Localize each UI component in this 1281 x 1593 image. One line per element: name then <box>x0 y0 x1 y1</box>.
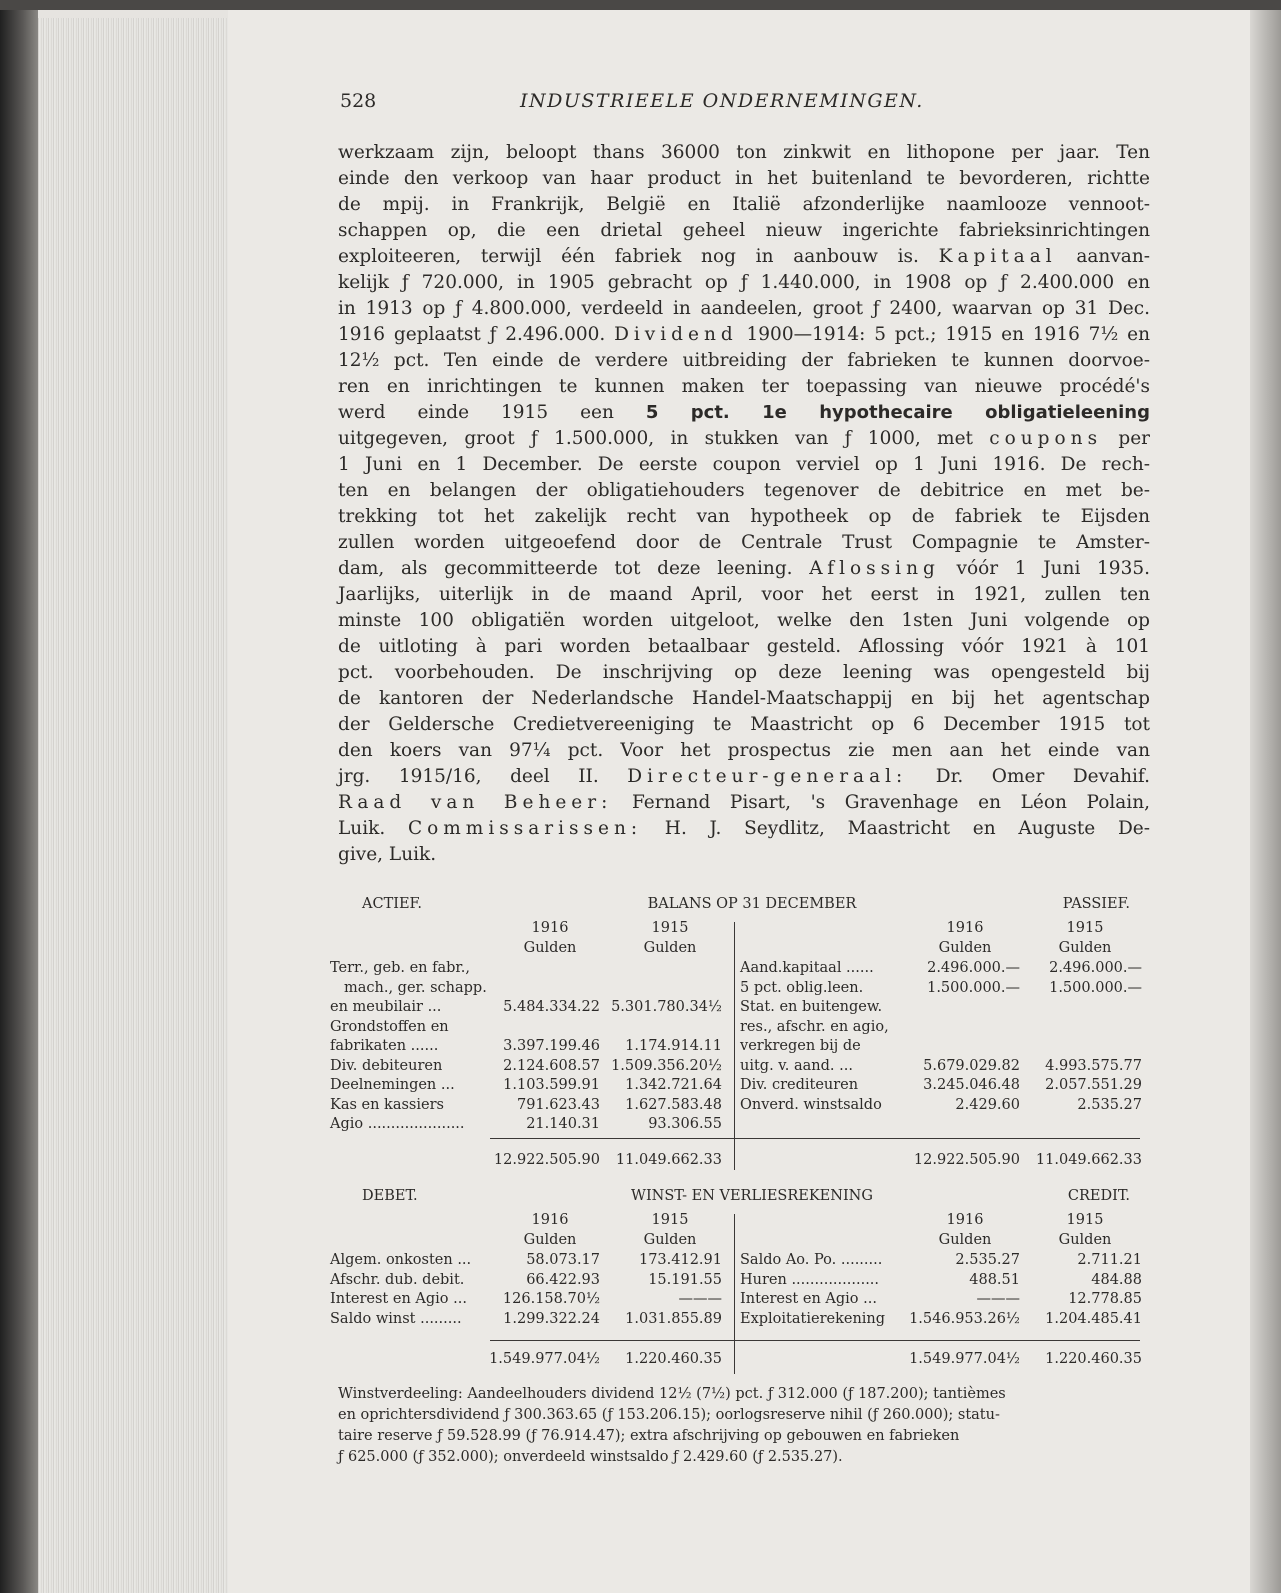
text-line: ƒ 625.000 (ƒ 352.000); onverdeeld winstsaldo ƒ 2.429.60 (ƒ 2.535.27). <box>338 1449 843 1465</box>
value-1916: 1.103.599.91 <box>503 1077 600 1093</box>
text-run: per <box>1102 428 1150 449</box>
row-label: mach., ger. schapp. <box>344 979 487 996</box>
row-label: fabrikaten ...... <box>330 1038 439 1054</box>
center-title: BALANS OP 31 DECEMBER <box>647 896 857 912</box>
year-header: 1916 <box>946 920 984 936</box>
row-label: Terr., geb. en fabr., <box>330 960 470 976</box>
row-label: Stat. en buitengew. <box>740 999 883 1015</box>
emphasis-spaced: Kapitaal <box>938 246 1057 267</box>
row-label: Div. debiteuren <box>330 1057 443 1074</box>
value-1916: 1.299.322.24 <box>503 1310 600 1327</box>
value-1916: 2.535.27 <box>955 1252 1020 1268</box>
text-line <box>338 686 1150 712</box>
row-label: Exploitatierekening <box>740 1310 886 1327</box>
text-run: 12½ pct. Ten einde de verdere uitbreiding der fabrieken te kunnen doorvoe- <box>338 350 1150 371</box>
total-rule <box>490 1138 1140 1139</box>
unit-header: Gulden <box>643 940 697 956</box>
text-run: trekking tot het zakelijk recht van hypotheek op de fabriek te Eijsden <box>338 506 1150 527</box>
value-1915: ——— <box>678 1291 722 1307</box>
text-line <box>338 842 1150 868</box>
value-1915: 2.711.21 <box>1077 1252 1142 1268</box>
text-line <box>338 634 1150 660</box>
value-1916: 5.484.334.22 <box>503 999 600 1015</box>
text-line <box>338 296 1150 322</box>
row-label: Kas en kassiers <box>330 1096 444 1113</box>
row-label: Div. crediteuren <box>740 1077 859 1093</box>
running-title: INDUSTRIEELE ONDERNEMINGEN. <box>520 90 924 112</box>
right-title: CREDIT. <box>1067 1188 1130 1204</box>
text-line <box>338 712 1150 738</box>
text-run: pct. voorbehouden. De inschrijving op deze leening was opengesteld bij <box>338 662 1150 683</box>
text-line <box>338 452 1150 478</box>
text-run: 1 Juni en 1 December. De eerste coupon verviel op 1 Juni 1916. De rech- <box>338 454 1150 475</box>
value-1916: 2.496.000.— <box>927 960 1020 976</box>
text-line <box>338 608 1150 634</box>
value-1916: 1.500.000.— <box>927 979 1020 996</box>
value-1915: 1.627.583.48 <box>625 1096 722 1113</box>
row-label: Grondstoffen en <box>330 1018 449 1035</box>
value-1916: 2.124.608.57 <box>503 1057 600 1074</box>
row-label: Deelnemingen ... <box>330 1077 455 1093</box>
row-label: Saldo Ao. Po. ......... <box>740 1252 883 1268</box>
text-run: Luik. <box>338 818 408 839</box>
value-1915: 93.306.55 <box>648 1116 722 1132</box>
text-line <box>338 816 1150 842</box>
value-1916: 2.429.60 <box>955 1096 1020 1113</box>
value-1916: 58.073.17 <box>526 1252 600 1268</box>
text-run: dam, als gecommitteerde tot deze leening. <box>338 558 810 579</box>
text-run: Jaarlijks, uiterlijk in de maand April, voor het eerst in 1921, zullen ten <box>338 584 1150 605</box>
text-line <box>338 166 1150 192</box>
text-run: der Geldersche Credietvereeniging te Maastricht op 6 December 1915 tot <box>338 714 1150 735</box>
unit-header: Gulden <box>1058 940 1112 956</box>
value-1916: 1.546.953.26½ <box>909 1310 1020 1327</box>
text-line: taire reserve ƒ 59.528.99 (ƒ 76.914.47); extra afschrijving op gebouwen en fabrieken <box>338 1428 960 1444</box>
text-run: ten en belangen der obligatiehouders tegenover de debitrice en met be- <box>338 480 1150 501</box>
total-rule <box>490 1340 1140 1341</box>
text-run: schappen op, die een drietal geheel nieuw ingerichte fabrieksinrichtingen <box>338 220 1150 241</box>
value-1915: 5.301.780.34½ <box>611 999 722 1015</box>
text-line <box>338 400 1150 426</box>
text-line <box>338 426 1150 452</box>
text-line <box>338 556 1150 582</box>
text-run: de kantoren der Nederlandsche Handel-Maatschappij en bij het agentschap <box>338 688 1150 709</box>
emphasis-spaced: Aflossing <box>809 558 940 579</box>
left-title: DEBET. <box>362 1188 418 1204</box>
text-run: Fernand Pisart, 's Gravenhage en Léon Polain, <box>612 792 1151 813</box>
column-divider <box>734 1214 735 1374</box>
total-1916: 1.549.977.04½ <box>909 1351 1020 1367</box>
year-header: 1915 <box>1066 920 1104 936</box>
value-1915: 1.174.914.11 <box>625 1038 722 1054</box>
unit-header: Gulden <box>523 940 577 956</box>
value-1916: 791.623.43 <box>516 1096 600 1113</box>
row-label: 5 pct. oblig.leen. <box>740 979 864 996</box>
value-1916: 126.158.70½ <box>502 1291 600 1307</box>
text-run: in 1913 op ƒ 4.800.000, verdeeld in aandeelen, groot ƒ 2400, waarvan op 31 Dec. <box>338 298 1150 319</box>
row-label: Saldo winst ......... <box>330 1310 462 1327</box>
value-1915: 1.342.721.64 <box>625 1077 722 1093</box>
text-run: werkzaam zijn, beloopt thans 36000 ton zinkwit en lithopone per jaar. Ten <box>338 142 1150 163</box>
text-line <box>338 582 1150 608</box>
row-label: verkregen bij de <box>740 1038 861 1054</box>
row-label: Afschr. dub. debit. <box>330 1271 465 1288</box>
emphasis-spaced: Commissarissen: <box>407 818 643 839</box>
text-run: vóór 1 Juni 1935. <box>939 558 1150 579</box>
total-1916: 1.549.977.04½ <box>489 1351 600 1367</box>
text-line <box>338 322 1150 348</box>
total-1915: 1.220.460.35 <box>625 1351 722 1367</box>
year-header: 1915 <box>1066 1212 1104 1228</box>
left-title: ACTIEF. <box>362 896 422 912</box>
row-label: Agio ..................... <box>330 1116 465 1132</box>
text-line: Winstverdeeling: Aandeelhouders dividend 12½ (7½) pct. ƒ 312.000 (ƒ 187.200); tantièmes <box>338 1386 1006 1402</box>
text-run: de uitloting à pari worden betaalbaar gesteld. Aflossing vóór 1921 à 101 <box>338 636 1150 657</box>
value-1916: ——— <box>976 1291 1020 1307</box>
text-run: werd einde 1915 een <box>338 402 646 423</box>
text-line <box>338 738 1150 764</box>
page-edges <box>38 18 229 1593</box>
book-right-edge <box>1250 10 1281 1593</box>
balance-sheet <box>330 896 1150 1176</box>
text-run: den koers van 97¼ pct. Voor het prospectus zie men aan het einde van <box>338 740 1150 761</box>
row-label: Interest en Agio ... <box>740 1291 877 1307</box>
row-label: Onverd. winstsaldo <box>740 1096 882 1113</box>
text-line <box>338 374 1150 400</box>
book-spine <box>0 10 38 1593</box>
value-1916: 3.245.046.48 <box>923 1077 1020 1093</box>
value-1915: 2.496.000.— <box>1049 960 1142 976</box>
text-line <box>338 270 1150 296</box>
text-run: de mpij. in Frankrijk, België en Italië afzonderlijke naamlooze vennoot- <box>338 194 1150 215</box>
emphasis-spaced: Dividend <box>614 324 738 345</box>
text-line <box>338 660 1150 686</box>
text-run: exploiteeren, terwijl één fabriek nog in aanbouw is. <box>338 246 939 267</box>
value-1915: 173.412.91 <box>638 1252 722 1268</box>
value-1916: 3.397.199.46 <box>503 1038 600 1054</box>
text-run: give, Luik. <box>338 844 437 865</box>
year-header: 1916 <box>531 1212 569 1228</box>
text-run: uitgegeven, groot ƒ 1.500.000, in stukken van ƒ 1000, met <box>338 428 990 449</box>
row-label: Huren ................... <box>740 1271 880 1288</box>
emphasis-bold: 5 pct. 1e hypothecaire obligatieleening <box>645 402 1150 423</box>
value-1915: 1.031.855.89 <box>625 1310 722 1327</box>
value-1915: 4.993.575.77 <box>1045 1057 1142 1074</box>
center-title: WINST- EN VERLIESREKENING <box>631 1188 873 1204</box>
profit-loss-account <box>330 1188 1150 1374</box>
text-line <box>338 790 1150 816</box>
row-label: res., afschr. en agio, <box>740 1018 889 1035</box>
text-run: aanvan- <box>1056 246 1150 267</box>
text-run: jrg. 1915/16, deel II. <box>338 766 628 787</box>
row-label: Interest en Agio ... <box>330 1291 467 1307</box>
value-1916: 5.679.029.82 <box>923 1057 1020 1074</box>
value-1915: 2.057.551.29 <box>1045 1077 1142 1093</box>
text-run: Dr. Omer Devahif. <box>907 766 1150 787</box>
unit-header: Gulden <box>523 1232 577 1248</box>
emphasis-spaced: Directeur-generaal: <box>627 766 908 787</box>
value-1915: 484.88 <box>1091 1271 1142 1288</box>
text-line <box>338 348 1150 374</box>
value-1915: 1.500.000.— <box>1049 979 1142 996</box>
value-1915: 1.509.356.20½ <box>611 1057 722 1074</box>
value-1915: 12.778.85 <box>1068 1291 1142 1307</box>
row-label: Aand.kapitaal ...... <box>740 960 874 976</box>
text-line <box>338 218 1150 244</box>
text-run: minste 100 obligatiën worden uitgeloot, welke den 1sten Juni volgende op <box>338 610 1150 631</box>
value-1915: 2.535.27 <box>1077 1096 1142 1113</box>
text-run: 1916 geplaatst ƒ 2.496.000. <box>338 324 615 345</box>
unit-header: Gulden <box>1058 1232 1112 1248</box>
value-1916: 21.140.31 <box>526 1116 600 1132</box>
text-line: en oprichtersdividend ƒ 300.363.65 (ƒ 153.206.15); oorlogsreserve nihil (ƒ 260.000); statu- <box>338 1407 1000 1423</box>
text-line <box>338 478 1150 504</box>
total-1916: 12.922.505.90 <box>493 1152 600 1168</box>
text-run: einde den verkoop van haar product in het buitenland te bevorderen, richtte <box>338 168 1150 189</box>
value-1915: 15.191.55 <box>648 1271 722 1288</box>
value-1916: 66.422.93 <box>526 1271 600 1288</box>
row-label: en meubilair ... <box>330 999 442 1015</box>
emphasis-spaced: coupons <box>989 428 1103 449</box>
total-1915: 1.220.460.35 <box>1045 1351 1142 1367</box>
profit-distribution-paragraph <box>338 1384 1150 1468</box>
body-paragraph <box>338 140 1150 868</box>
year-header: 1915 <box>651 920 689 936</box>
page-header <box>340 90 1120 114</box>
book-top-edge <box>0 0 1281 10</box>
emphasis-spaced: Raad van Beheer: <box>338 792 613 813</box>
year-header: 1916 <box>946 1212 984 1228</box>
text-run: H. J. Seydlitz, Maastricht en Auguste De- <box>642 818 1150 839</box>
total-1915: 11.049.662.33 <box>1035 1152 1142 1168</box>
unit-header: Gulden <box>643 1232 697 1248</box>
year-header: 1916 <box>531 920 569 936</box>
row-label: Algem. onkosten ... <box>330 1252 472 1268</box>
text-line <box>338 504 1150 530</box>
year-header: 1915 <box>651 1212 689 1228</box>
total-1916: 12.922.505.90 <box>913 1152 1020 1168</box>
text-run: 1900—1914: 5 pct.; 1915 en 1916 7½ en <box>737 324 1150 345</box>
right-title: PASSIEF. <box>1062 896 1130 912</box>
text-run: zullen worden uitgeoefend door de Centrale Trust Compagnie te Amster- <box>338 532 1150 553</box>
row-label: uitg. v. aand. ... <box>740 1057 853 1074</box>
unit-header: Gulden <box>938 1232 992 1248</box>
unit-header: Gulden <box>938 940 992 956</box>
text-line <box>338 530 1150 556</box>
value-1915: 1.204.485.41 <box>1045 1310 1142 1327</box>
text-line <box>338 140 1150 166</box>
value-1916: 488.51 <box>969 1271 1020 1288</box>
total-1915: 11.049.662.33 <box>615 1152 722 1168</box>
page-number: 528 <box>340 90 377 112</box>
text-line <box>338 244 1150 270</box>
text-run: kelijk ƒ 720.000, in 1905 gebracht op ƒ 1.440.000, in 1908 op ƒ 2.400.000 en <box>338 272 1150 293</box>
text-line <box>338 192 1150 218</box>
text-run: ren en inrichtingen te kunnen maken ter toepassing van nieuwe procédé's <box>338 376 1150 397</box>
text-line <box>338 764 1150 790</box>
column-divider <box>734 922 735 1170</box>
